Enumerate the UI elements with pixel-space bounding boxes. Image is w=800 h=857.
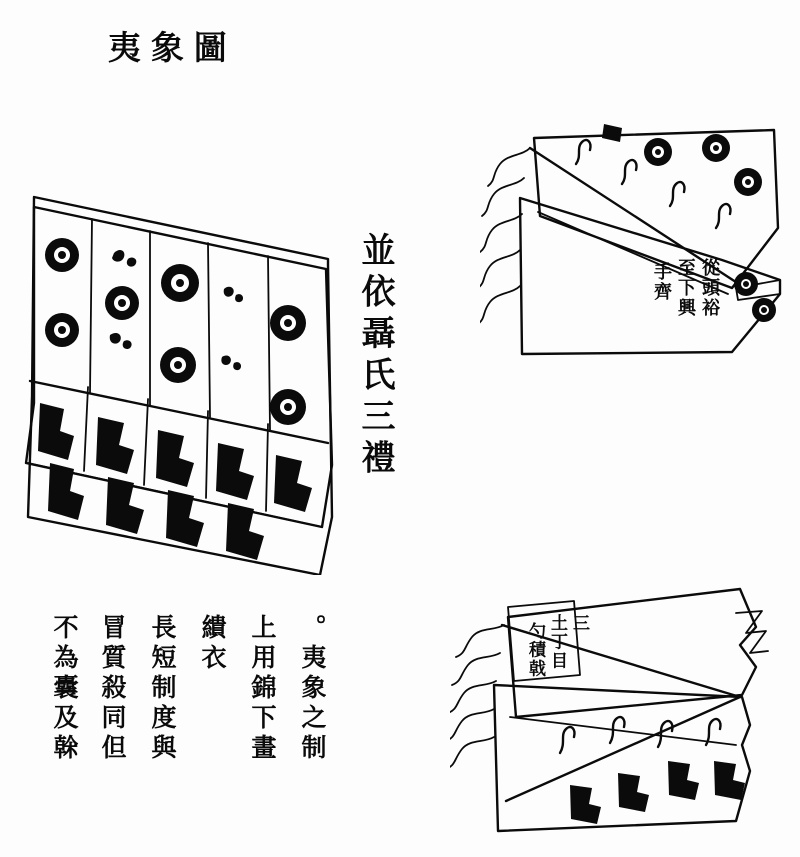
top-right-note-col-2: 至下興 [675,258,696,319]
colophon-col-1: 。夷象之制 [298,614,327,764]
bottom-right-note-col-1: 三 [569,614,589,633]
colophon-col-6: 不為囊及榦 [50,614,79,764]
figure-top-right-panel [480,108,790,378]
wave-mark-group [560,717,720,753]
figure-left-panel [10,195,350,575]
axe-motif-group [570,761,745,824]
colophon-col-5: 冒質殺同但 [98,614,127,764]
fringe-group [480,148,530,324]
colophon-col-3: 繢衣 [198,614,227,674]
top-right-note-col-3: 手齊 [651,262,672,303]
colophon-col-4: 長短制度與 [148,614,177,764]
top-right-note-col-1: 從頭裕 [699,258,720,319]
circle-motif-group [45,238,306,425]
bottom-right-note-col-3: 勺積戟 [525,622,545,679]
axe-motif-group [38,403,312,560]
center-caption: 並依聶氏三禮 [355,232,395,481]
figure-bottom-right-panel [450,575,790,850]
colophon-block [0,600,360,857]
page-title: 夷象圖 [108,28,237,67]
bottom-right-note-col-2: 土丁目 [547,614,567,671]
colophon-col-2: 上用錦下畫 [248,614,277,764]
